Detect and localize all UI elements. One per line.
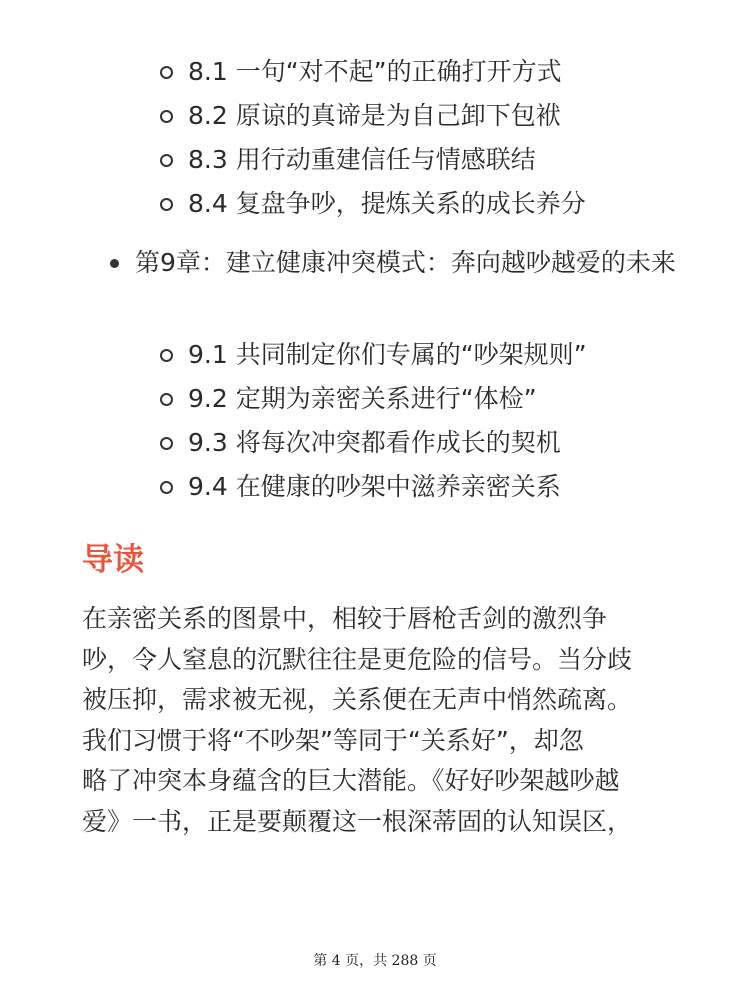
toc-item-8-3[interactable] [160, 138, 720, 182]
paragraph-line: 在亲密关系的图景中，相较于唇枪舌剑的激烈争 [82, 604, 608, 633]
paragraph-line: 我们习惯于将“不吵架”等同于“关系好”，却忽 [82, 725, 584, 755]
toc-chapter-9[interactable] [110, 242, 695, 284]
paragraph-line: 被压抑，需求被无视，关系便在无声中悄然疏离。 [82, 685, 633, 714]
body-paragraph [82, 599, 672, 842]
circle-bullet-icon [160, 349, 173, 362]
toc-item-9-1[interactable] [160, 333, 720, 377]
toc-item-label: 8.3 用行动重建信任与情感联结 [188, 145, 536, 174]
toc-item-label: 9.3 将每次冲突都看作成长的契机 [188, 428, 561, 457]
section-heading: 导读 [82, 542, 144, 578]
disc-bullet-icon [110, 259, 119, 268]
toc-item-9-4[interactable] [160, 465, 720, 509]
toc-item-8-1[interactable] [160, 50, 720, 94]
paragraph-line: 略了冲突本身蕴含的巨大潜能。《好好吵架越吵越 [82, 766, 620, 795]
toc-item-label: 8.4 复盘争吵，提炼关系的成长养分 [188, 189, 586, 218]
toc-item-8-2[interactable] [160, 94, 720, 138]
page-number-footer: 第 4 页，共 288 页 [313, 953, 437, 969]
toc-item-label: 9.2 定期为亲密关系进行“体检” [188, 384, 537, 413]
toc-item-label: 9.1 共同制定你们专属的“吵架规则” [188, 340, 587, 369]
paragraph-line: 吵，令人窒息的沉默往往是更危险的信号。当分歧 [82, 644, 633, 674]
chapter-9-title: 第9章：建立健康冲突模式：奔向越吵越爱的未来 [135, 248, 676, 277]
chapter-8-section-list [160, 50, 720, 226]
circle-bullet-icon [160, 198, 173, 211]
toc-item-9-2[interactable] [160, 377, 720, 421]
circle-bullet-icon [160, 481, 173, 494]
toc-item-label: 8.1 一句“对不起”的正确打开方式 [188, 57, 562, 86]
chapter-9-section-list [160, 333, 720, 509]
paragraph-line: 爱》一书，正是要颠覆这一根深蒂固的认知误区， [82, 806, 633, 836]
toc-item-9-3[interactable] [160, 421, 720, 465]
toc-item-8-4[interactable] [160, 182, 720, 226]
circle-bullet-icon [160, 154, 173, 167]
circle-bullet-icon [160, 437, 173, 450]
toc-item-label: 8.2 原谅的真谛是为自己卸下包袱 [188, 101, 561, 130]
toc-item-label: 9.4 在健康的吵架中滋养亲密关系 [188, 472, 561, 501]
circle-bullet-icon [160, 66, 173, 79]
circle-bullet-icon [160, 393, 173, 406]
circle-bullet-icon [160, 110, 173, 123]
